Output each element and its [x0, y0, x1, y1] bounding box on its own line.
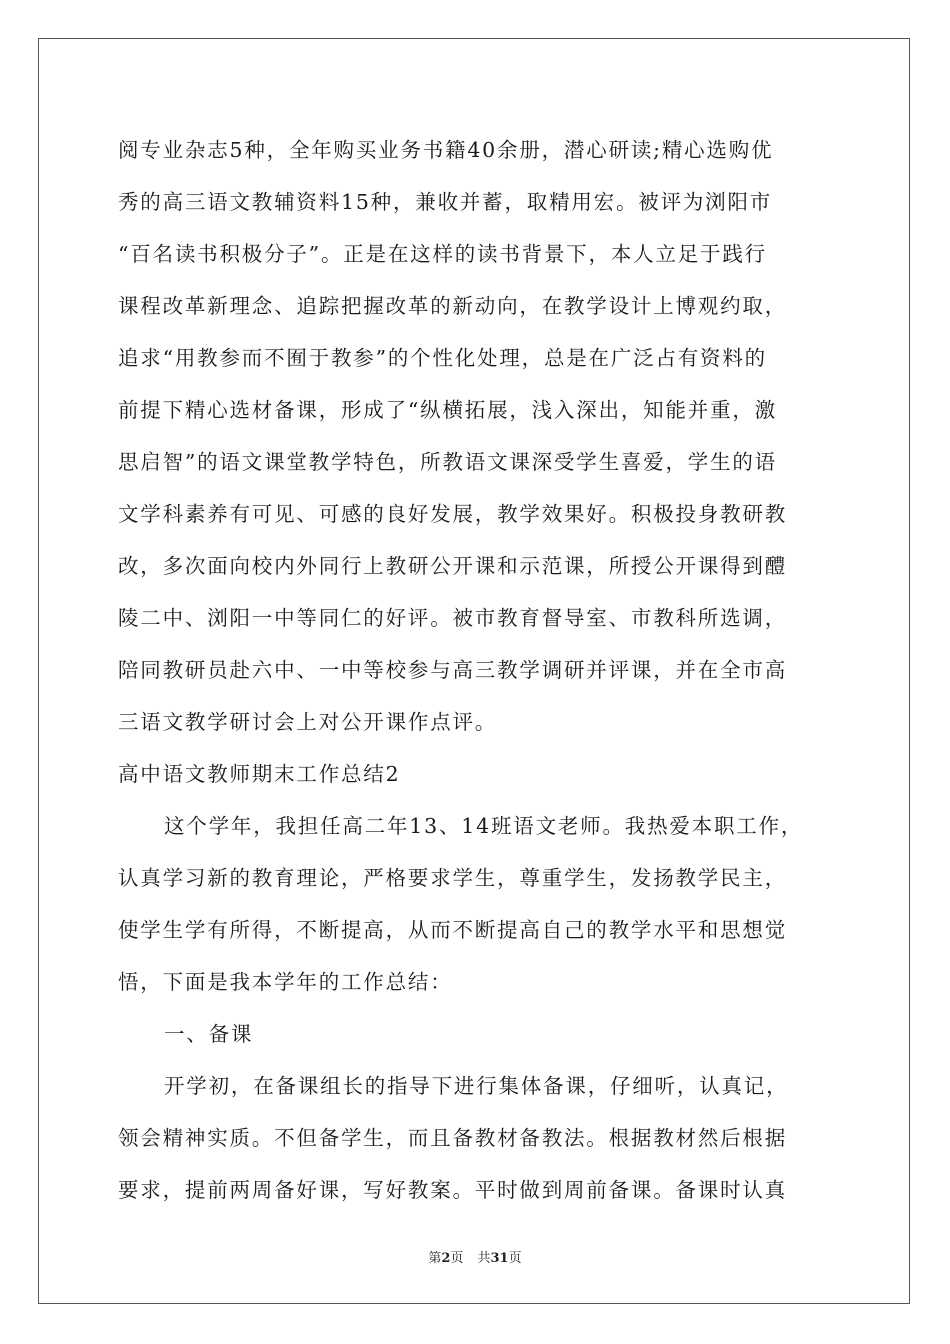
paragraph-line: 三语文教学研讨会上对公开课作点评。 [118, 710, 498, 734]
paragraph-line: 前提下精心选材备课，形成了“纵横拓展，浅入深出，知能并重，激 [118, 398, 777, 422]
page-footer [0, 1247, 950, 1266]
document-body [118, 124, 834, 1216]
paragraph-line: 追求“用教参而不囿于教参”的个性化处理，总是在广泛占有资料的 [118, 346, 767, 370]
paragraph-line: 陪同教研员赴六中、一中等校参与高三教学调研并评课，并在全市高 [118, 658, 787, 682]
paragraph-line: 阅专业杂志5种，全年购买业务书籍40余册，潜心研读;精心选购优 [118, 138, 774, 162]
paragraph-line: 领会精神实质。不但备学生，而且备教材备教法。根据教材然后根据 [118, 1126, 787, 1150]
paragraph-line: “百名读书积极分子”。正是在这样的读书背景下，本人立足于践行 [118, 242, 767, 266]
subsection-heading: 一、备课 [164, 1022, 254, 1046]
paragraph-line: 要求，提前两周备好课，写好教案。平时做到周前备课。备课时认真 [118, 1178, 787, 1202]
total-pages-prefix: 共 [477, 1251, 491, 1266]
paragraph-line: 秀的高三语文教辅资料15种，兼收并蓄，取精用宏。被评为浏阳市 [118, 190, 773, 214]
paragraph-line: 开学初，在备课组长的指导下进行集体备课，仔细听，认真记， [164, 1074, 789, 1098]
total-pages: 31 [490, 1251, 509, 1266]
paragraph-line: 这个学年，我担任高二年13、14班语文老师。我热爱本职工作， [164, 814, 804, 838]
total-pages-suffix: 页 [508, 1251, 522, 1266]
paragraph-line: 使学生学有所得，不断提高，从而不断提高自己的教学水平和思想觉 [118, 918, 787, 942]
paragraph-line: 改，多次面向校内外同行上教研公开课和示范课，所授公开课得到醴 [118, 554, 787, 578]
paragraph-line: 课程改革新理念、追踪把握改革的新动向，在教学设计上博观约取， [118, 294, 787, 318]
paragraph-line: 文学科素养有可见、可感的良好发展，教学效果好。积极投身教研教 [118, 502, 787, 526]
paragraph-line: 思启智”的语文课堂教学特色，所教语文课深受学生喜爱，学生的语 [118, 450, 777, 474]
paragraph-line: 悟，下面是我本学年的工作总结： [118, 970, 453, 994]
page-number: 2 [441, 1251, 451, 1266]
paragraph-line: 陵二中、浏阳一中等同仁的好评。被市教育督导室、市教科所选调， [118, 606, 787, 630]
page-number-suffix: 页 [450, 1251, 464, 1266]
paragraph-line: 认真学习新的教育理论，严格要求学生，尊重学生，发扬教学民主， [118, 866, 787, 890]
section-title: 高中语文教师期末工作总结2 [118, 762, 401, 786]
page-number-prefix: 第 [428, 1251, 442, 1266]
